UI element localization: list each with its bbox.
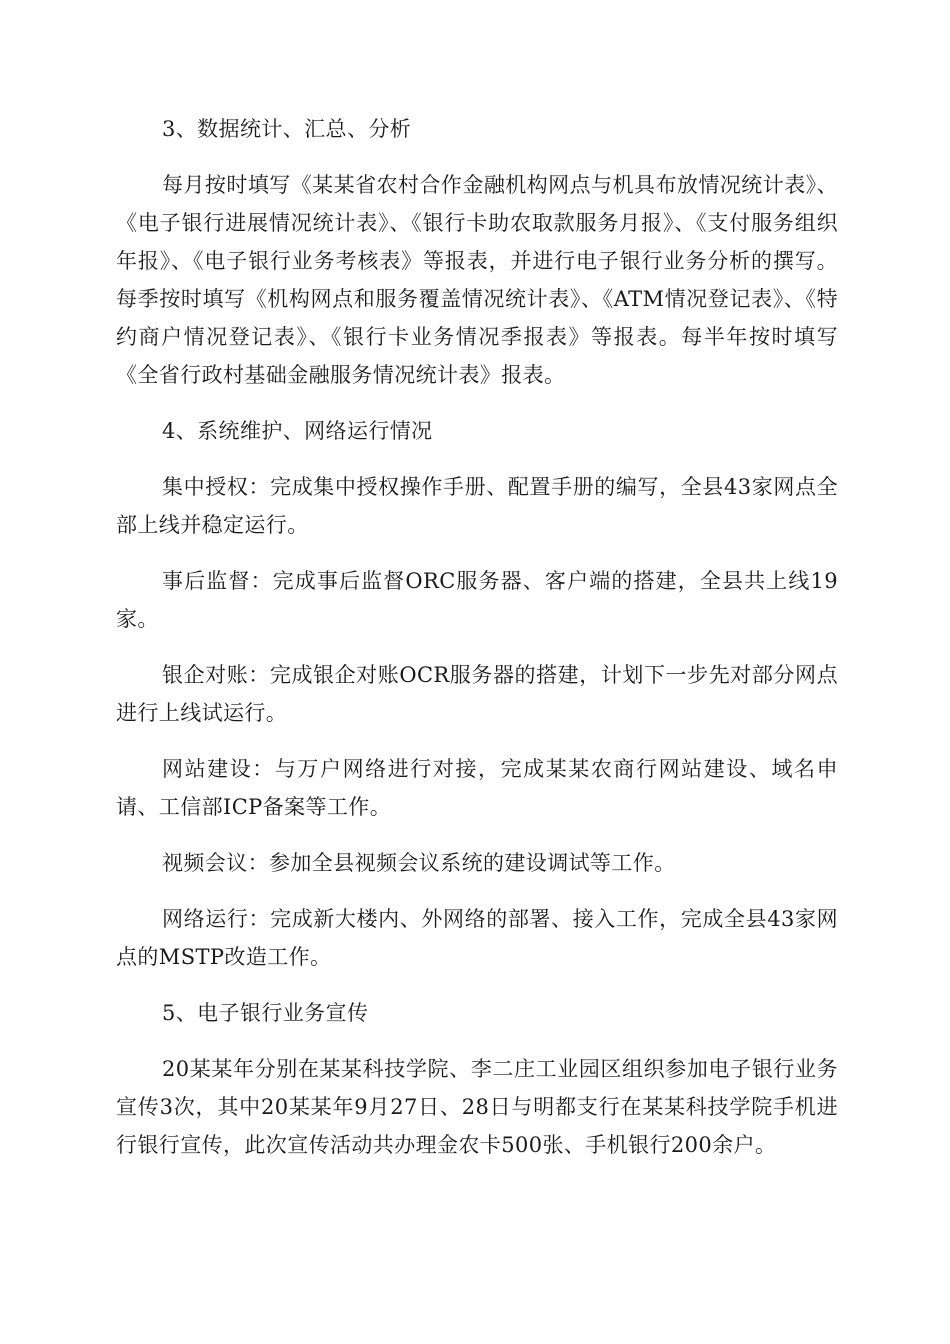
section-heading-5: 5、电子银行业务宣传	[162, 1001, 369, 1025]
paragraph-video-conference: 视频会议：参加全县视频会议系统的建设调试等工作。	[162, 851, 676, 875]
section-heading-4: 4、系统维护、网络运行情况	[162, 419, 433, 443]
paragraph-bank-enterprise-reconciliation: 银企对账：完成银企对账OCR服务器的搭建，计划下一步先对部分网点进行上线试运行。	[116, 663, 838, 725]
paragraph-statistics: 每月按时填写《某某省农村合作金融机构网点与机具布放情况统计表》、《电子银行进展情况统计表》、《银行卡助农取款服务月报》、《支付服务组织年报》、《电子银行业务考核表》等报表，并进行电子银行业务分析的撰写。每季按时填写《机构网点和服务覆盖情况统计表》、《ATM情况登记表》、《特约商户情况登记表》、《银行卡业务情况季报表》等报表。每半年按时填写《全省行政村基础金融服务情况统计表》报表。	[116, 173, 838, 387]
paragraph-post-supervision: 事后监督：完成事后监督ORC服务器、客户端的搭建，全县共上线19家。	[116, 569, 838, 631]
document-body	[116, 110, 838, 1182]
paragraph-network-operation: 网络运行：完成新大楼内、外网络的部署、接入工作，完成全县43家网点的MSTP改造工作。	[116, 907, 838, 969]
paragraph-ebank-promotion: 20某某年分别在某某科技学院、李二庄工业园区组织参加电子银行业务宣传3次，其中20某某年9月27日、28日与明都支行在某某科技学院手机进行银行宣传，此次宣传活动共办理金农卡500张、手机银行200余户。	[116, 1057, 838, 1157]
paragraph-website-construction: 网站建设：与万户网络进行对接，完成某某农商行网站建设、域名申请、工信部ICP备案等工作。	[116, 757, 838, 819]
paragraph-central-authorization: 集中授权：完成集中授权操作手册、配置手册的编写，全县43家网点全部上线并稳定运行。	[116, 475, 838, 537]
section-heading-3: 3、数据统计、汇总、分析	[162, 117, 412, 141]
